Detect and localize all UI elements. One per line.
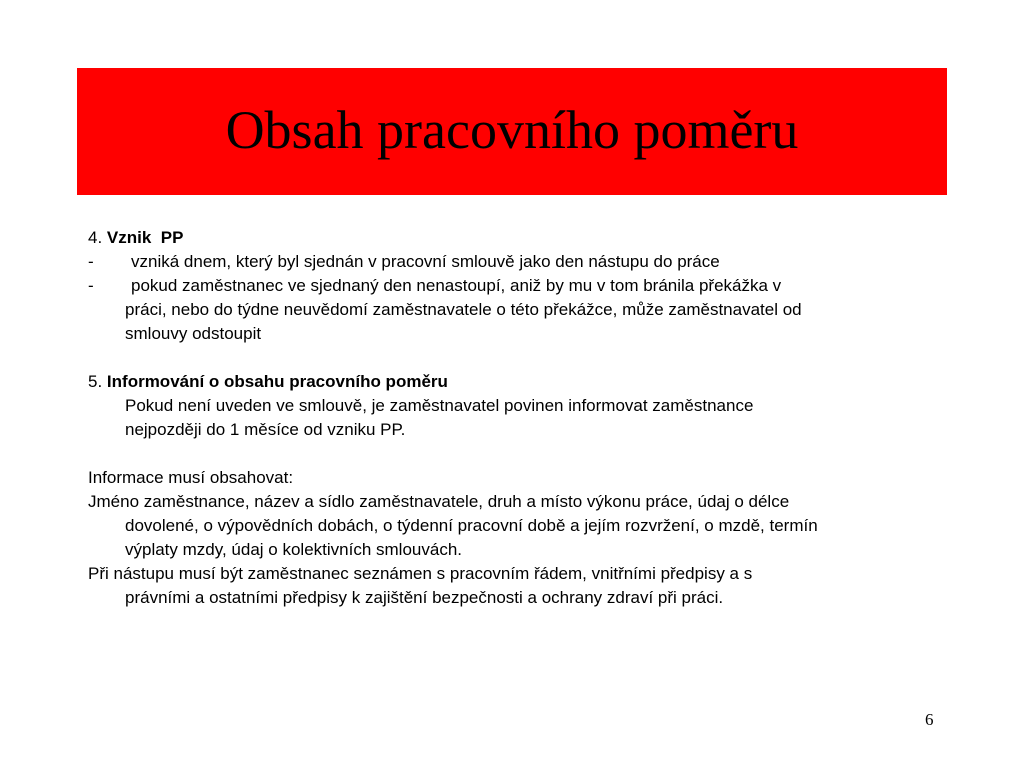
spacer (88, 346, 948, 370)
section-5-text: nejpozději do 1 měsíce od vzniku PP. (125, 420, 406, 439)
title-banner (77, 68, 947, 195)
spacer (88, 442, 948, 466)
section-5-heading (88, 370, 948, 394)
info-paragraph-1-line: výplaty mzdy, údaj o kolektivních smlouvách. (125, 540, 462, 559)
bullet-item (88, 250, 948, 274)
page-number: 6 (925, 710, 934, 729)
info-paragraph-1-line: dovolené, o výpovědních dobách, o týdenní pracovní době a jejím rozvržení, o mzdě, termín (125, 516, 818, 535)
section-5-number: 5. (88, 372, 103, 391)
info-paragraph-2-line: Při nástupu musí být zaměstnanec seznámen s pracovním řádem, vnitřními předpisy a s (88, 564, 753, 583)
info-paragraph-2-line: právními a ostatními předpisy k zajištění bezpečnosti a ochrany zdraví při práci. (125, 588, 724, 607)
section-4-heading (88, 226, 948, 250)
section-5-title: Informování o obsahu pracovního poměru (106, 372, 448, 391)
bullet-continuation: smlouvy odstoupit (125, 324, 262, 343)
bullet-dash: - (88, 276, 94, 295)
info-intro: Informace musí obsahovat: (88, 468, 294, 487)
bullet-item (88, 274, 948, 298)
section-4-number: 4. (88, 228, 103, 247)
bullet-dash: - (88, 252, 94, 271)
slide-title: Obsah pracovního poměru (225, 99, 799, 160)
section-4-title: Vznik PP (106, 228, 184, 247)
slide-body (88, 226, 948, 610)
section-5-text: Pokud není uveden ve smlouvě, je zaměstnavatel povinen informovat zaměstnance (125, 396, 754, 415)
bullet-continuation: práci, nebo do týdne neuvědomí zaměstnavatele o této překážce, může zaměstnavatel od (125, 300, 802, 319)
info-paragraph-1-line: Jméno zaměstnance, název a sídlo zaměstnavatele, druh a místo výkonu práce, údaj o délce (88, 492, 790, 511)
bullet-line: pokud zaměstnanec ve sjednaný den nenastoupí, aniž by mu v tom bránila překážka v (131, 276, 782, 295)
bullet-line: vzniká dnem, který byl sjednán v pracovní smlouvě jako den nástupu do práce (131, 252, 720, 271)
